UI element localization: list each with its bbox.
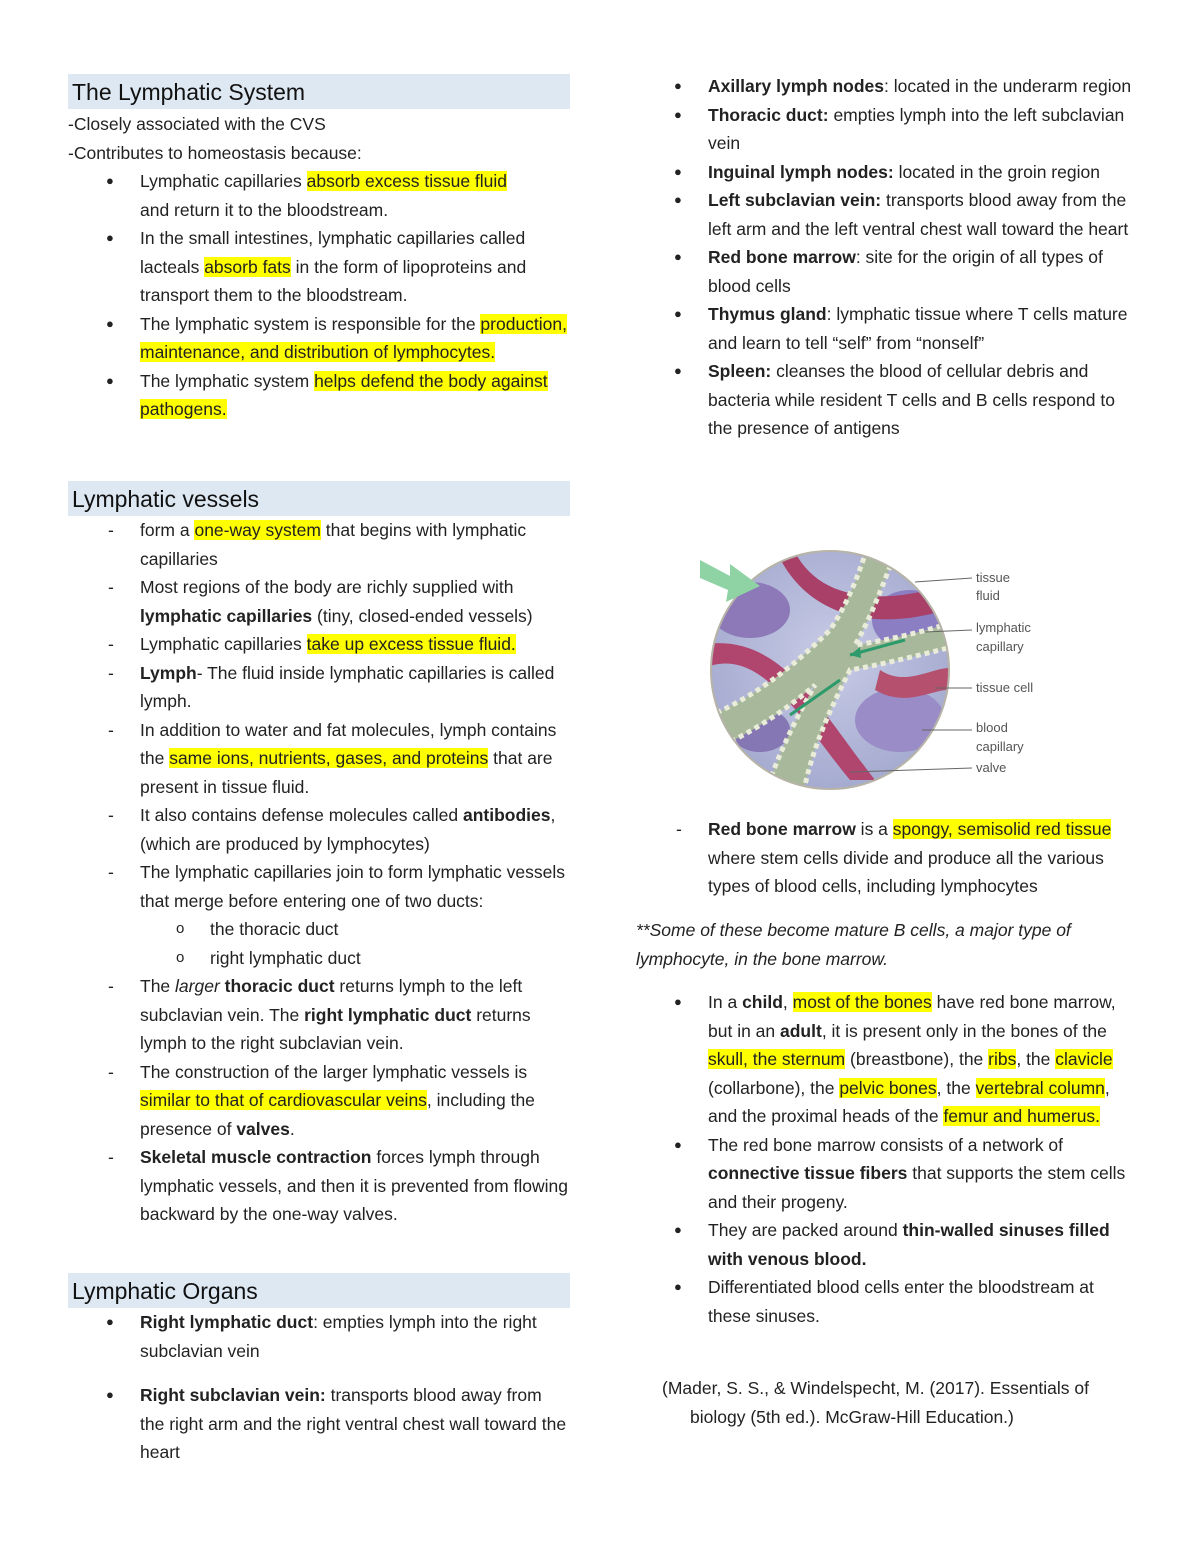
organ-spleen: ● Spleen: cleanses the blood of cellular debris and bacteria while resident T cells and B cells respond to the presence of antigens: [636, 357, 1136, 443]
lymphatic-capillary-figure: [700, 520, 1080, 810]
organ-axillary-lymph-nodes: ● Axillary lymph nodes: located in the underarm region: [636, 72, 1136, 101]
section-title-lymphatic-vessels: Lymphatic vessels: [68, 481, 570, 516]
marrow-note: **Some of these become mature B cells, a major type of lymphocyte, in the bone marrow.: [636, 920, 1071, 969]
sec2-item-7: - The lymphatic capillaries join to form lymphatic vessels that merge before entering one of two ducts:: [68, 858, 570, 915]
organ-left-subclavian-vein: ● Left subclavian vein: transports blood away from the left arm and the left ventral chest wall toward the heart: [636, 186, 1136, 243]
sec2-item-4: - Lymph- The fluid inside lymphatic capillaries is called lymph.: [68, 659, 570, 716]
sec2-item-1: - form a one-way system that begins with lymphatic capillaries: [68, 516, 570, 573]
marrow-description: [636, 815, 1136, 901]
marrow-bullet-list: [636, 988, 1136, 1330]
sec1-bullet-3: ● The lymphatic system is responsible for the production, maintenance, and distribution of lymphocytes.: [68, 310, 570, 367]
organ-thymus-gland: ● Thymus gland: lymphatic tissue where T cells mature and learn to tell “self” from “nonself”: [636, 300, 1136, 357]
label-tissue-fluid-2: fluid: [976, 588, 1000, 603]
label-blood-capillary-1: blood: [976, 720, 1008, 735]
marrow-bullet-1: ● In a child, most of the bones have red bone marrow, but in an adult, it is present only in the bones of the skull, the sternum (breastbone), the ribs, the clavicle (collarbone), the pelvic bones, the vertebral column, and the proximal heads of the femur and humerus.: [636, 988, 1136, 1131]
intro-line-1: -Closely associated with the CVS: [68, 114, 326, 134]
sec2-dash-list: [68, 516, 570, 1229]
sec1-bullet-4: ● The lymphatic system helps defend the body against pathogens.: [68, 367, 570, 424]
sec1-bullet-list: [68, 167, 570, 424]
organ-thoracic-duct: ● Thoracic duct: empties lymph into the left subclavian vein: [636, 101, 1136, 158]
intro-line-2: -Contributes to homeostasis because:: [68, 142, 362, 163]
marrow-dash-item: - Red bone marrow is a spongy, semisolid red tissue where stem cells divide and produce all the various types of blood cells, including lymphocytes: [636, 815, 1136, 901]
citation-line-1: (Mader, S. S., & Windelspecht, M. (2017). Essentials of: [662, 1378, 1089, 1398]
sec2-item-6: - It also contains defense molecules called antibodies, (which are produced by lymphocytes): [68, 801, 570, 858]
sec2-subitem-1: o the thoracic duct: [68, 915, 570, 944]
sec3-bullet-1: ● Right lymphatic duct: empties lymph into the right subclavian vein: [68, 1308, 570, 1365]
label-tissue-cell: tissue cell: [976, 680, 1034, 695]
intro-lines: [68, 110, 570, 167]
label-lymphatic-capillary-1: lymphatic: [976, 620, 1031, 635]
sec3-bullet-2: ● Right subclavian vein: transports blood away from the right arm and the right ventral chest wall toward the heart: [68, 1381, 570, 1467]
sec2-item-3: - Lymphatic capillaries take up excess tissue fluid.: [68, 630, 570, 659]
sec2-item-10: - Skeletal muscle contraction forces lymph through lymphatic vessels, and then it is prevented from flowing backward by the one-way valves.: [68, 1143, 570, 1229]
sec2-subitem-2: o right lymphatic duct: [68, 944, 570, 973]
marrow-bullet-4: ● Differentiated blood cells enter the bloodstream at these sinuses.: [636, 1273, 1136, 1330]
section-title-lymphatic-system: The Lymphatic System: [68, 74, 570, 109]
label-lymphatic-capillary-2: capillary: [976, 639, 1024, 654]
sec2-item-9: - The construction of the larger lymphatic vessels is similar to that of cardiovascular veins, including the presence of valves.: [68, 1058, 570, 1144]
lymphatic-capillary-illustration: [700, 520, 1080, 810]
organ-bullet-list: [636, 72, 1136, 443]
label-blood-capillary-2: capillary: [976, 739, 1024, 754]
citation-line-2: biology (5th ed.). McGraw-Hill Education.): [690, 1407, 1014, 1427]
sec2-item-5: - In addition to water and fat molecules, lymph contains the same ions, nutrients, gases, and proteins that are present in tissue fluid.: [68, 716, 570, 802]
organ-red-bone-marrow: ● Red bone marrow: site for the origin of all types of blood cells: [636, 243, 1136, 300]
sec2-item-8: - The larger thoracic duct returns lymph to the left subclavian vein. The right lymphatic duct returns lymph to the right subclavian vein.: [68, 972, 570, 1058]
sec3-bullet-list: [68, 1308, 570, 1467]
label-tissue-fluid-1: tissue: [976, 570, 1010, 585]
section-title-lymphatic-organs: Lymphatic Organs: [68, 1273, 570, 1308]
marrow-bullet-3: ● They are packed around thin-walled sinuses filled with venous blood.: [636, 1216, 1136, 1273]
organ-inguinal-lymph-nodes: ● Inguinal lymph nodes: located in the groin region: [636, 158, 1136, 187]
sec1-bullet-2: ● In the small intestines, lymphatic capillaries called lacteals absorb fats in the form of lipoproteins and transport them to the bloodstream.: [68, 224, 570, 310]
sec1-bullet-1: ● Lymphatic capillaries absorb excess tissue fluid and return it to the bloodstream.: [68, 167, 570, 224]
label-valve: valve: [976, 760, 1007, 775]
marrow-bullet-2: ● The red bone marrow consists of a network of connective tissue fibers that supports the stem cells and their progeny.: [636, 1131, 1136, 1217]
sec2-item-2: - Most regions of the body are richly supplied with lymphatic capillaries (tiny, closed-ended vessels): [68, 573, 570, 630]
